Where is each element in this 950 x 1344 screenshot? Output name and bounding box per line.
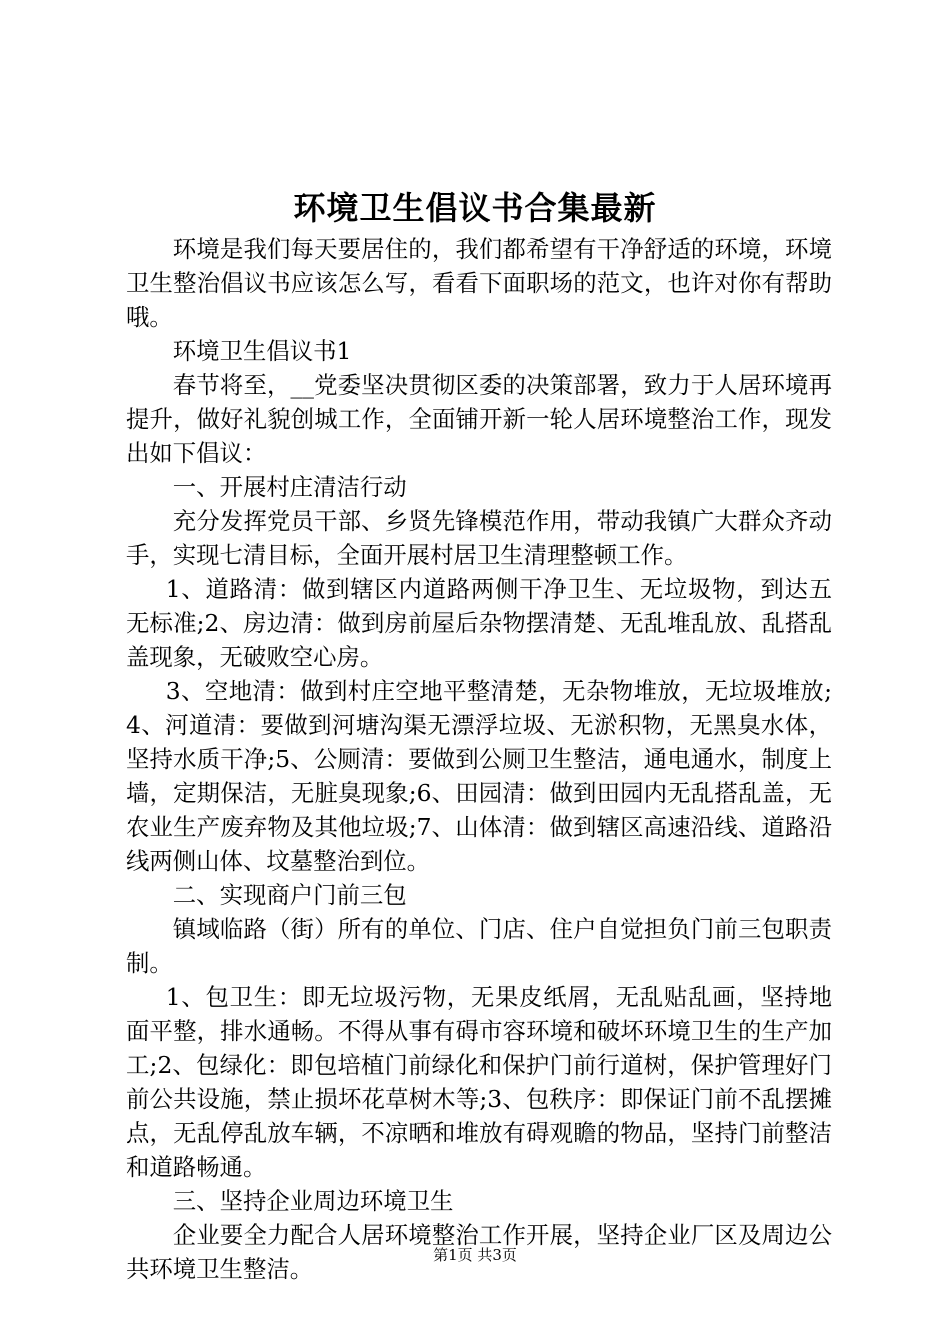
intro-paragraph: 环境是我们每天要居住的，我们都希望有干净舒适的环境，环境卫生整治倡议书应该怎么写，看看下面职场的范文，也许对你有帮助哦。	[126, 235, 832, 331]
page-number-footer: 第1页 共3页	[433, 1246, 517, 1264]
section-heading: 二、实现商户门前三包	[172, 881, 407, 909]
body-paragraph: 1、包卫生：即无垃圾污物，无果皮纸屑，无乱贴乱画，坚持地面平整，排水通畅。不得从事有碍市容环境和破坏环境卫生的生产加工;2、包绿化：即包培植门前绿化和保护门前行道树，保护管理好门前公共设施，禁止损坏花草树木等;3、包秩序：即保证门前不乱摆摊点，无乱停乱放车辆，不凉晒和堆放有碍观瞻的物品，坚持门前整洁和道路畅通。	[126, 983, 832, 1181]
page-title: 环境卫生倡议书合集最新	[293, 189, 657, 227]
section-heading: 一、开展村庄清洁行动	[172, 473, 407, 501]
section-heading: 环境卫生倡议书1	[172, 337, 352, 365]
section-heading: 三、坚持企业周边环境卫生	[172, 1187, 454, 1215]
body-paragraph: 企业要全力配合人居环境整治工作开展，坚持企业厂区及周边公共环境卫生整洁。	[126, 1221, 832, 1283]
body-paragraph: 1、道路清：做到辖区内道路两侧干净卫生、无垃圾物，到达五无标准;2、房边清：做到房前屋后杂物摆清楚、无乱堆乱放、乱搭乱盖现象，无破败空心房。	[126, 575, 832, 671]
body-paragraph: 充分发挥党员干部、乡贤先锋模范作用，带动我镇广大群众齐动手，实现七清目标，全面开展村居卫生清理整顿工作。	[126, 507, 832, 569]
body-paragraph: 春节将至，__党委坚决贯彻区委的决策部署，致力于人居环境再提升，做好礼貌创城工作，全面铺开新一轮人居环境整治工作，现发出如下倡议：	[126, 371, 832, 467]
document-body	[126, 232, 832, 1286]
body-paragraph: 3、空地清：做到村庄空地平整清楚，无杂物堆放，无垃圾堆放;4、河道清：要做到河塘沟渠无漂浮垃圾、无淤积物，无黑臭水体，坚持水质干净;5、公厕清：要做到公厕卫生整洁，通电通水，制度上墙，定期保洁，无脏臭现象;6、田园清：做到田园内无乱搭乱盖，无农业生产废弃物及其他垃圾;7、山体清：做到辖区高速沿线、道路沿线两侧山体、坟墓整治到位。	[126, 677, 832, 875]
body-paragraph: 镇域临路（街）所有的单位、门店、住户自觉担负门前三包职责制。	[126, 915, 832, 977]
